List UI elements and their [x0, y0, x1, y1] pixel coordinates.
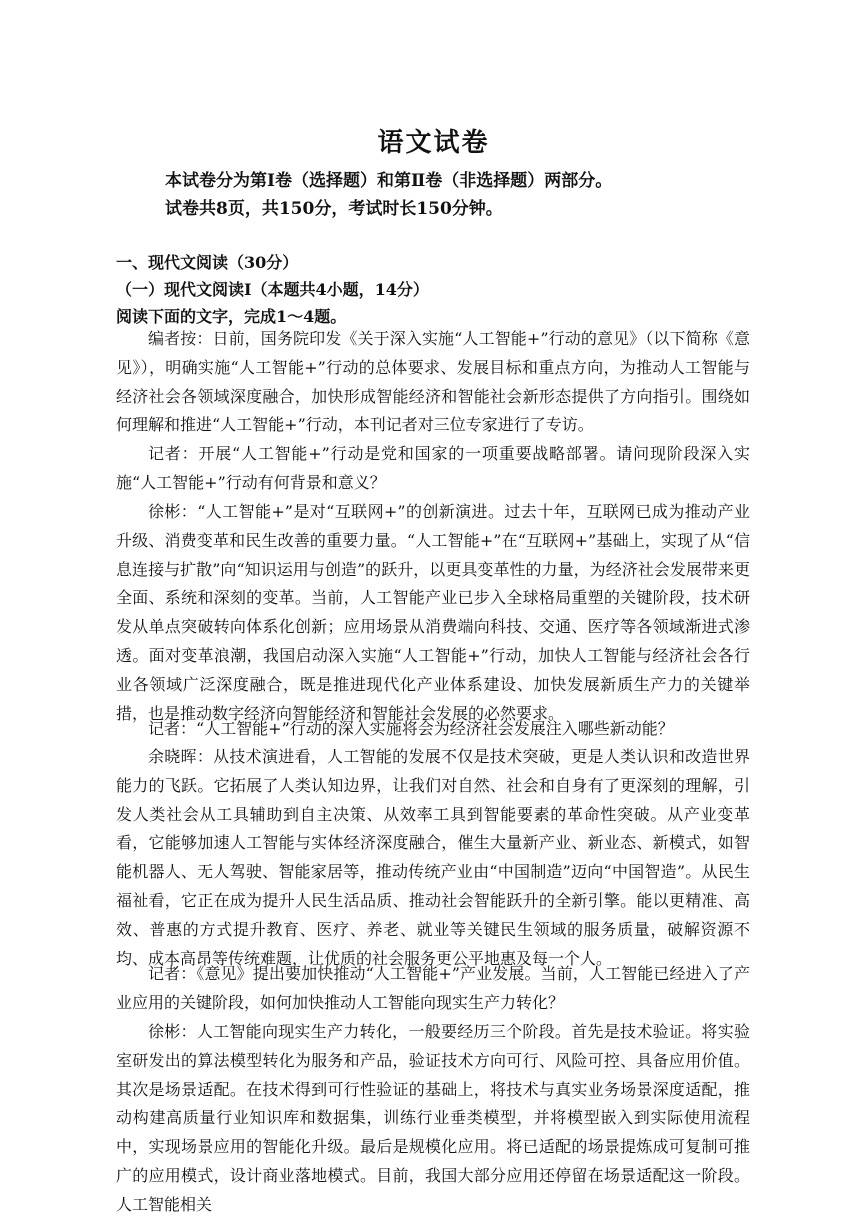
exam-intro-line-2: 试卷共8页，共150分，考试时长150分钟。 [165, 199, 503, 219]
subsection-title: （一）现代文阅读Ⅰ（本题共4小题，14分） [116, 280, 429, 299]
section-title: 一、现代文阅读（30分） [116, 253, 299, 272]
paragraph-answer-1: 徐彬：“人工智能+”是对“互联网+”的创新演进。过去十年，互联网已成为推动产业升级、消费变革和民生改善的重要力量。“人工智能+”在“互联网+”基础上，实现了从“信息连接与扩散”向“知识运用与创造”的跃升，以更具变革性的力量，为经济社会发展带来更全面、系统和深刻的变革。当前，人工智能产业已步入全球格局重塑的关键阶段，技术研发从单点突破转向体系化创新；应用场景从消费端向科技、交通、医疗等各领域渐进式渗透。面对变革浪潮，我国启动深入实施“人工智能+”行动，加快人工智能与经济社会各行业各领域广泛深度融合，既是推进现代化产业体系建设、加快发展新质生产力的关键举措，也是推动数字经济向智能经济和智能社会发展的必然要求。 [116, 502, 750, 723]
paragraph-question-1: 记者：开展“人工智能+”行动是党和国家的一项重要战略部署。请问现阶段深入实施“人工智能+”行动有何背景和意义？ [116, 444, 750, 492]
paragraph-question-2: 记者：“人工智能+”行动的深入实施将会为经济社会发展注入哪些新动能？ [148, 719, 674, 738]
paragraph-answer-2: 余晓晖：从技术演进看，人工智能的发展不仅是技术突破，更是人类认识和改造世界能力的飞跃。它拓展了人类认知边界，让我们对自然、社会和自身有了更深刻的理解，引发人类社会从工具辅助到自主决策、从效率工具到智能要素的革命性突破。从产业变革看，它能够加速人工智能与实体经济深度融合，催生大量新产业、新业态、新模式，如智能机器人、无人驾驶、智能家居等，推动传统产业由“中国制造”迈向“中国智造”。从民生福祉看，它正在成为提升人民生活品质、推动社会智能跃升的全新引擎。能以更精准、高效、普惠的方式提升教育、医疗、养老、就业等关键民生领域的服务质量，破解资源不均、成本高昂等传统难题，让优质的社会服务更公平地惠及每一个人。 [116, 747, 750, 968]
page-title: 语文试卷 [377, 128, 490, 158]
paragraph-question-3: 记者：《意见》提出要加快推动“人工智能+”产业发展。当前，人工智能已经进入了产业应用的关键阶段，如何加快推动人工智能向现实生产力转化？ [116, 964, 750, 1012]
exam-intro-line-1: 本试卷分为第Ⅰ卷（选择题）和第Ⅱ卷（非选择题）两部分。 [165, 171, 613, 191]
paragraph-editor-note: 编者按：日前，国务院印发《关于深入实施“人工智能+”行动的意见》（以下简称《意见》），明确实施“人工智能+”行动的总体要求、发展目标和重点方向，为推动人工智能与经济社会各领域深度融合，加快形成智能经济和智能社会新形态提供了方向指引。围绕如何理解和推进“人工智能+”行动，本刊记者对三位专家进行了专访。 [116, 329, 750, 435]
reading-instruction: 阅读下面的文字，完成1～4题。 [116, 307, 347, 326]
paragraph-answer-3: 徐彬：人工智能向现实生产力转化，一般要经历三个阶段。首先是技术验证。将实验室研发出的算法模型转化为服务和产品，验证技术方向可行、风险可控、具备应用价值。其次是场景适配。在技术得到可行性验证的基础上，将技术与真实业务场景深度适配，推动构建高质量行业知识库和数据集，训练行业垂类模型，并将模型嵌入到实际使用流程中，实现场景应用的智能化升级。最后是规模化应用。将已适配的场景提炼成可复制可推广的应用模式，设计商业落地模式。目前，我国大部分应用还停留在场景适配这一阶段。人工智能相关 [116, 1022, 750, 1214]
